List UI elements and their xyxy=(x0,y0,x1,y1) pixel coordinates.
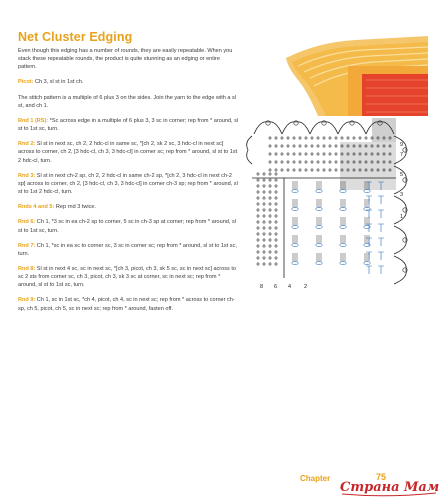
sc-stitch xyxy=(298,168,302,172)
hdc-cluster xyxy=(378,196,384,204)
row-number: 7 xyxy=(400,152,404,158)
hdc-cluster xyxy=(340,182,346,189)
sc-stitch xyxy=(304,136,308,140)
sc-stitch xyxy=(262,214,266,218)
chain-space xyxy=(340,243,346,246)
sc-stitch xyxy=(334,152,338,156)
rounds-4-5 xyxy=(18,203,240,211)
column-number: 2 xyxy=(304,284,308,290)
sc-stitch xyxy=(256,226,260,230)
page-title: Net Cluster Edging xyxy=(18,30,133,44)
sc-stitch xyxy=(274,262,278,266)
sc-stitch xyxy=(328,152,332,156)
picot-paragraph xyxy=(18,78,240,86)
watermark-logo xyxy=(338,476,440,498)
sc-stitch xyxy=(328,144,332,148)
sc-stitch xyxy=(364,136,368,140)
sc-stitch xyxy=(274,202,278,206)
sc-stitch xyxy=(268,256,272,260)
picot-scallop xyxy=(338,122,366,134)
sc-stitch xyxy=(298,144,302,148)
sc-stitch xyxy=(280,160,284,164)
sc-stitch xyxy=(274,172,278,176)
chain-space xyxy=(340,225,346,228)
chapter-footer: Chapter xyxy=(300,474,331,483)
picot-loop xyxy=(266,121,270,125)
sc-stitch xyxy=(256,172,260,176)
chain-space xyxy=(364,261,370,264)
round-label: Rnd 3: xyxy=(18,172,36,179)
sc-stitch xyxy=(262,262,266,266)
sc-stitch xyxy=(268,184,272,188)
sc-stitch xyxy=(256,262,260,266)
sc-stitch xyxy=(274,232,278,236)
sc-stitch xyxy=(310,168,314,172)
round-label: Rnds 4 and 5: xyxy=(18,204,55,211)
row-number: 1 xyxy=(400,214,404,220)
sc-stitch xyxy=(286,168,290,172)
sc-stitch xyxy=(256,220,260,224)
hdc-cluster xyxy=(366,266,372,274)
round-6 xyxy=(18,218,240,234)
sc-stitch xyxy=(310,160,314,164)
chain-space xyxy=(292,261,298,264)
sc-stitch xyxy=(316,136,320,140)
sc-stitch xyxy=(256,244,260,248)
sc-stitch xyxy=(262,250,266,254)
round-text: Sl st in next ch-2 sp, ch 2, 2 hdc-cl in same ch-2 sp, *[ch 2, 3 hdc-cl in next ch-2 sp] across to corner, ch 2, [3 hdc-cl, ch 3, 3 hdc-cl] in corner ch-3 sp; rep from * around, sl st to 1st 2 hdc-cl, turn. xyxy=(18,172,238,196)
sc-stitch xyxy=(298,152,302,156)
row-number: 5 xyxy=(400,172,404,178)
round-text: Sl st in next 4 sc, sc in next sc, *[ch 3, picot, ch 3, sk 5 sc, sc in next sc] across to sc 2 sts from corner sc, ch 3, picot, ch 3, sk 3 sc at corner, sc in next sc; rep from * around, sl st to 1st sc, turn. xyxy=(18,265,236,289)
hdc-cluster xyxy=(316,254,322,261)
hdc-cluster xyxy=(378,238,384,246)
sc-stitch xyxy=(274,152,278,156)
chain-space xyxy=(292,225,298,228)
chain-space xyxy=(316,207,322,210)
sc-stitch xyxy=(262,202,266,206)
sc-stitch xyxy=(262,208,266,212)
round-label: Rnd 2: xyxy=(18,141,36,148)
sc-stitch xyxy=(352,136,356,140)
round-text: Sl st in next sc, ch 2, 2 hdc-cl in same sc, *[ch 2, sk 2 sc, 3 hdc-cl in next sc] across to corner, ch 2, [3 hdc-cl, ch 3, 3 hdc-cl] in corner sc; rep from * around, sl st to 1st 2 hdc-cl, turn. xyxy=(18,141,238,164)
sc-stitch xyxy=(256,232,260,236)
sc-stitch xyxy=(268,196,272,200)
chain-space xyxy=(340,261,346,264)
sc-stitch xyxy=(358,136,362,140)
sc-stitch xyxy=(328,160,332,164)
sc-stitch xyxy=(280,168,284,172)
hdc-cluster xyxy=(292,254,298,261)
picot-label: Picot: xyxy=(18,79,34,86)
sc-stitch xyxy=(256,202,260,206)
sc-stitch xyxy=(274,168,278,172)
sc-stitch xyxy=(274,160,278,164)
sc-stitch xyxy=(268,178,272,182)
sc-stitch xyxy=(274,250,278,254)
sc-stitch xyxy=(274,196,278,200)
sc-stitch xyxy=(304,160,308,164)
sc-stitch xyxy=(340,136,344,140)
sc-stitch xyxy=(316,160,320,164)
sc-stitch xyxy=(274,208,278,212)
pattern-instructions xyxy=(18,47,240,320)
picot-scallop xyxy=(394,226,406,254)
sc-stitch xyxy=(292,152,296,156)
sc-stitch xyxy=(274,256,278,260)
sc-stitch xyxy=(268,152,272,156)
hdc-cluster xyxy=(316,218,322,225)
picot-scallop xyxy=(394,256,406,284)
round-2 xyxy=(18,140,240,164)
sc-stitch xyxy=(322,160,326,164)
sc-stitch xyxy=(322,152,326,156)
sc-stitch xyxy=(262,172,266,176)
round-label: Rnd 1 (RS): xyxy=(18,117,49,124)
hdc-cluster xyxy=(292,236,298,243)
hdc-cluster xyxy=(316,236,322,243)
hdc-cluster xyxy=(366,210,372,218)
hdc-cluster xyxy=(340,254,346,261)
edging-sample-photo xyxy=(278,36,428,116)
chain-space xyxy=(292,207,298,210)
sc-stitch xyxy=(268,168,272,172)
sc-stitch xyxy=(304,168,308,172)
sc-stitch xyxy=(346,136,350,140)
sc-stitch xyxy=(316,168,320,172)
sc-stitch xyxy=(262,184,266,188)
sc-stitch xyxy=(268,232,272,236)
sc-stitch xyxy=(262,232,266,236)
picot-scallop xyxy=(310,122,338,134)
sc-stitch xyxy=(286,136,290,140)
sc-stitch xyxy=(262,178,266,182)
chain-space xyxy=(316,243,322,246)
round-label: Rnd 8: xyxy=(18,265,36,272)
column-number: 4 xyxy=(288,284,292,290)
sc-stitch xyxy=(280,152,284,156)
sc-stitch xyxy=(268,208,272,212)
sc-stitch xyxy=(256,250,260,254)
sc-stitch xyxy=(268,244,272,248)
sc-stitch xyxy=(256,184,260,188)
sc-stitch xyxy=(268,214,272,218)
round-text: *Sc across edge in a multiple of 6 plus 3, 3 sc in corner; rep from * around, sl st to 1st sc, turn. xyxy=(18,117,239,133)
sc-stitch xyxy=(292,160,296,164)
sc-stitch xyxy=(328,136,332,140)
sc-stitch xyxy=(256,190,260,194)
sc-stitch xyxy=(334,160,338,164)
sc-stitch xyxy=(268,172,272,176)
sc-stitch xyxy=(316,144,320,148)
sc-stitch xyxy=(292,144,296,148)
sc-stitch xyxy=(268,136,272,140)
picot-loop xyxy=(350,121,354,125)
picot-loop xyxy=(403,148,407,152)
round-9 xyxy=(18,296,240,312)
sc-stitch xyxy=(274,220,278,224)
sc-stitch xyxy=(298,136,302,140)
round-text: Ch 1, sc in 1st sc, *ch 4, picot, ch 4, sc in next sc; rep from * across to corner ch-sp, ch 5, picot, ch 5, sc in next sc; rep from * around, fasten off. xyxy=(18,297,235,312)
sc-stitch xyxy=(310,136,314,140)
picot-text: Ch 3, sl st in 1st ch. xyxy=(33,79,84,86)
round-label: Rnd 9: xyxy=(18,297,36,304)
chain-space xyxy=(316,225,322,228)
sc-stitch xyxy=(256,256,260,260)
sc-stitch xyxy=(274,178,278,182)
sc-stitch xyxy=(262,238,266,242)
picot-scallop xyxy=(282,122,310,134)
sc-stitch xyxy=(280,144,284,148)
stitch-pattern-paragraph: The stitch pattern is a multiple of 6 plus 3 on the sides. Join the yarn to the edge with a sl st, and ch 1. xyxy=(18,94,236,109)
sc-stitch xyxy=(322,168,326,172)
chain-space xyxy=(292,189,298,192)
hdc-cluster xyxy=(316,182,322,189)
hdc-cluster xyxy=(378,252,384,260)
picot-scallop xyxy=(247,136,252,164)
sc-stitch xyxy=(256,208,260,212)
sc-stitch xyxy=(304,152,308,156)
hdc-cluster xyxy=(340,218,346,225)
chain-space xyxy=(316,189,322,192)
chain-space xyxy=(292,243,298,246)
round-7 xyxy=(18,242,240,258)
sc-stitch xyxy=(262,220,266,224)
sc-stitch xyxy=(298,160,302,164)
sc-stitch xyxy=(274,244,278,248)
sc-stitch xyxy=(274,226,278,230)
round-text: Ch 1, *3 sc in ea ch-2 sp to corner, 5 sc in ch-3 sp at corner; rep from * around, sl st to 1st sc, turn. xyxy=(18,219,236,234)
sc-stitch xyxy=(292,136,296,140)
sc-stitch xyxy=(286,160,290,164)
picot-loop xyxy=(294,121,298,125)
hdc-cluster xyxy=(340,200,346,207)
picot-loop xyxy=(403,178,407,182)
sc-stitch xyxy=(262,256,266,260)
sc-stitch xyxy=(268,220,272,224)
row-number: 3 xyxy=(400,192,404,198)
hdc-cluster xyxy=(292,218,298,225)
hdc-cluster xyxy=(378,210,384,218)
round-label: Rnd 6: xyxy=(18,219,36,226)
round-text: Ch 1, *sc in ea sc to corner sc, 3 sc in corner sc; rep from * around, sl st to 1st sc, turn. xyxy=(18,242,237,257)
sc-stitch xyxy=(268,202,272,206)
sc-stitch xyxy=(310,152,314,156)
sc-stitch xyxy=(262,190,266,194)
sc-stitch xyxy=(328,168,332,172)
picot-loop xyxy=(403,238,407,242)
hdc-cluster xyxy=(378,224,384,232)
hdc-cluster xyxy=(340,236,346,243)
row-number: 9 xyxy=(400,142,404,148)
sc-stitch xyxy=(334,168,338,172)
sc-stitch xyxy=(274,238,278,242)
sc-stitch xyxy=(274,184,278,188)
sc-stitch xyxy=(286,144,290,148)
sc-stitch xyxy=(334,136,338,140)
sc-stitch xyxy=(274,190,278,194)
sc-stitch xyxy=(256,196,260,200)
hdc-cluster xyxy=(316,200,322,207)
sc-stitch xyxy=(268,250,272,254)
sc-stitch xyxy=(256,238,260,242)
sc-stitch xyxy=(280,136,284,140)
sc-stitch xyxy=(262,226,266,230)
sc-stitch xyxy=(316,152,320,156)
round-text: Rep rnd 3 twice. xyxy=(54,204,96,211)
page-number: 75 xyxy=(376,472,387,482)
sc-stitch xyxy=(262,196,266,200)
sc-stitch xyxy=(274,214,278,218)
sc-stitch xyxy=(292,168,296,172)
sc-stitch xyxy=(256,214,260,218)
sc-stitch xyxy=(268,238,272,242)
round-label: Rnd 7: xyxy=(18,242,36,249)
sc-stitch xyxy=(268,226,272,230)
crochet-chart xyxy=(244,118,412,294)
column-number: 6 xyxy=(274,284,278,290)
chain-space xyxy=(340,207,346,210)
corner-shade xyxy=(340,142,396,190)
chain-space xyxy=(316,261,322,264)
sc-stitch xyxy=(304,144,308,148)
sc-stitch xyxy=(274,136,278,140)
sc-stitch xyxy=(310,144,314,148)
hdc-cluster xyxy=(292,200,298,207)
sc-stitch xyxy=(268,190,272,194)
svg-text:Страна Мам: Страна Мам xyxy=(340,480,440,495)
picot-loop xyxy=(403,208,407,212)
sc-stitch xyxy=(268,160,272,164)
round-3 xyxy=(18,172,240,196)
round-8 xyxy=(18,265,240,289)
intro-paragraph: Even though this edging has a number of rounds, they are easily repeatable. When you stack these repeatable rounds, the product is quite stunning as an edging or entire pattern. xyxy=(18,48,233,71)
sc-stitch xyxy=(274,144,278,148)
picot-loop xyxy=(322,121,326,125)
sc-stitch xyxy=(286,152,290,156)
hdc-cluster xyxy=(378,266,384,274)
picot-scallop xyxy=(254,122,282,134)
sc-stitch xyxy=(322,144,326,148)
column-number: 8 xyxy=(260,284,264,290)
sc-stitch xyxy=(262,244,266,248)
sc-stitch xyxy=(256,178,260,182)
sc-stitch xyxy=(334,144,338,148)
sc-stitch xyxy=(322,136,326,140)
sc-stitch xyxy=(268,144,272,148)
sc-stitch xyxy=(268,262,272,266)
round-1 xyxy=(18,117,240,133)
hdc-cluster xyxy=(292,182,298,189)
picot-loop xyxy=(403,268,407,272)
